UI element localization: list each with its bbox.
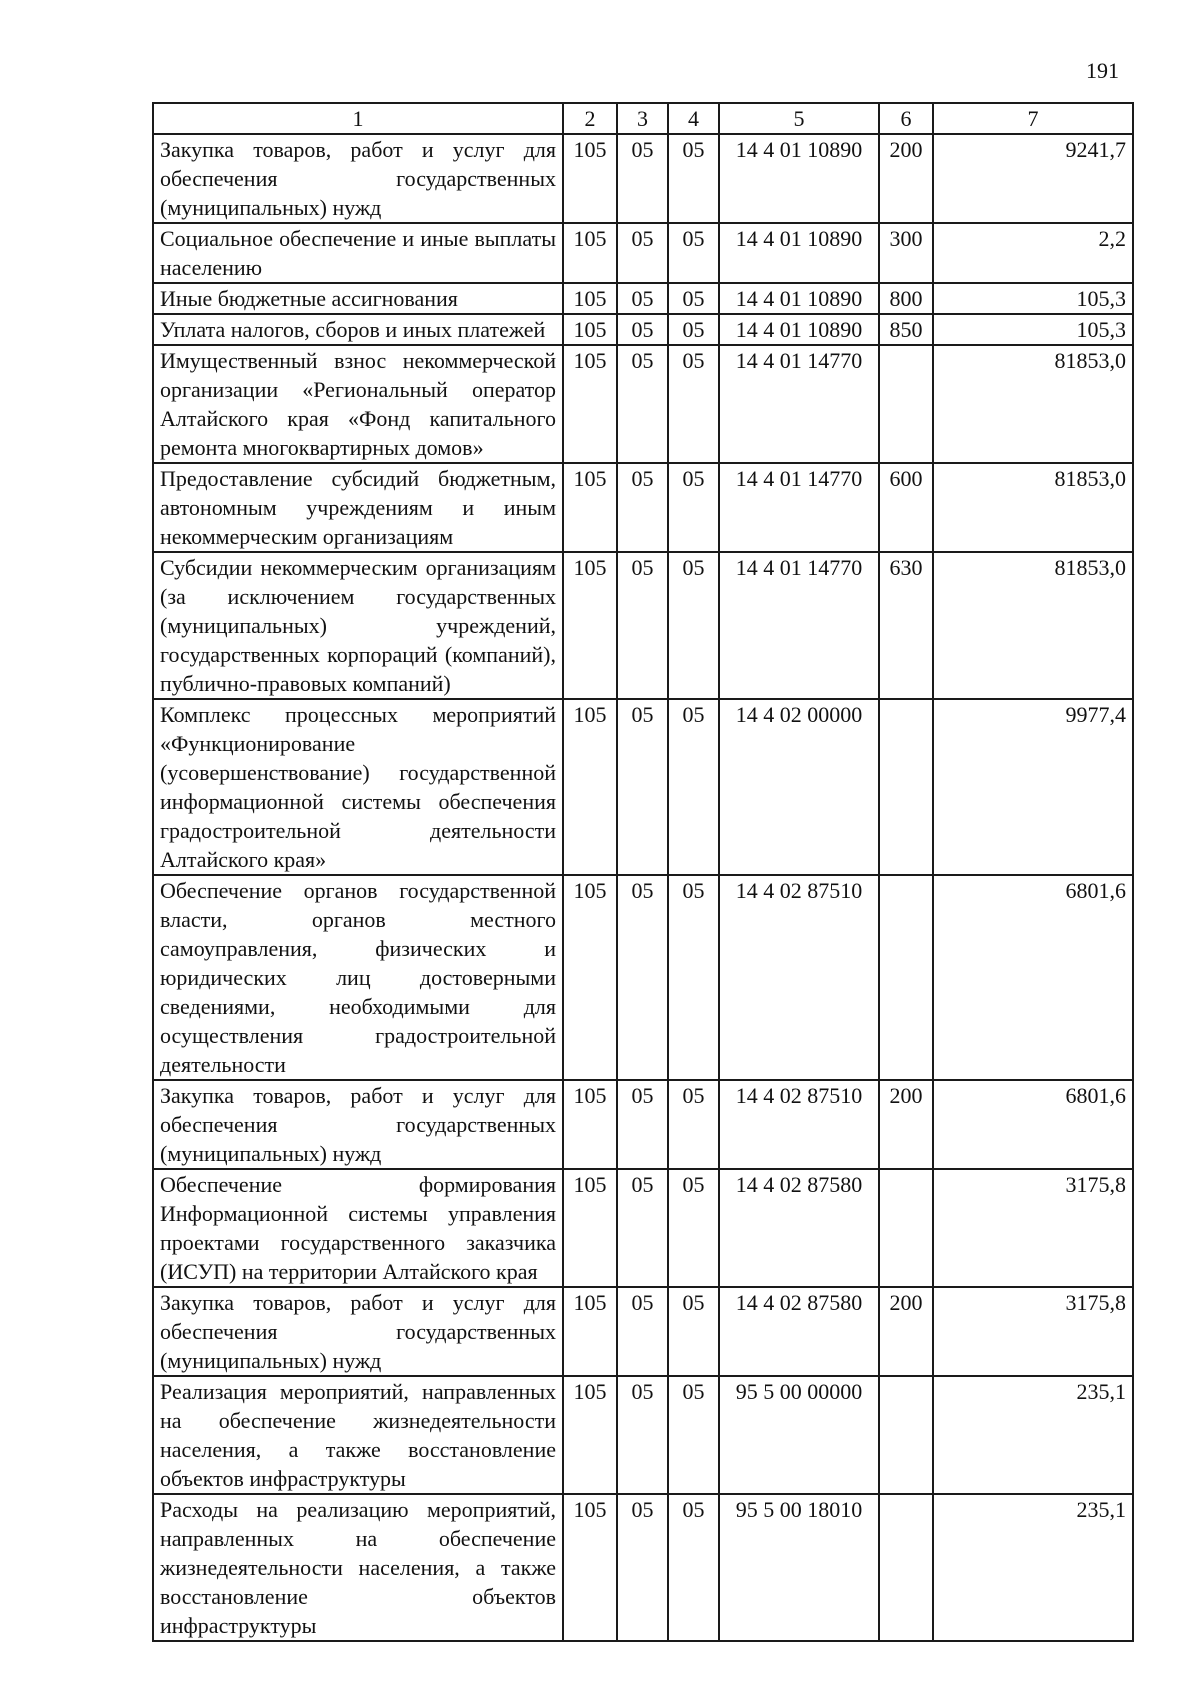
row-ministry-code: 105 — [563, 1376, 617, 1494]
row-subsection-code: 05 — [668, 875, 719, 1080]
table-row — [153, 1494, 1133, 1641]
row-description: Реализация мероприятий, направленных на обеспечение жизнедеятельности населения, а также восстановление объектов инфраструктуры — [153, 1376, 563, 1494]
row-expense-type — [879, 1169, 933, 1287]
row-expense-type: 800 — [879, 283, 933, 314]
row-description: Имущественный взнос некоммерческой организации «Региональный оператор Алтайского края «Фонд капитального ремонта многоквартирных домов» — [153, 345, 563, 463]
row-ministry-code: 105 — [563, 283, 617, 314]
row-section-code: 05 — [617, 1080, 668, 1169]
row-ministry-code: 105 — [563, 345, 617, 463]
row-target-article: 14 4 01 14770 — [719, 345, 879, 463]
row-subsection-code: 05 — [668, 1169, 719, 1287]
row-subsection-code: 05 — [668, 345, 719, 463]
table-row — [153, 1080, 1133, 1169]
row-target-article: 14 4 02 87580 — [719, 1169, 879, 1287]
row-section-code: 05 — [617, 699, 668, 875]
column-header: 5 — [719, 103, 879, 134]
row-section-code: 05 — [617, 134, 668, 223]
row-section-code: 05 — [617, 1376, 668, 1494]
table-row — [153, 699, 1133, 875]
row-subsection-code: 05 — [668, 1287, 719, 1376]
row-description: Уплата налогов, сборов и иных платежей — [153, 314, 563, 345]
row-section-code: 05 — [617, 345, 668, 463]
row-amount: 3175,8 — [933, 1287, 1133, 1376]
row-ministry-code: 105 — [563, 314, 617, 345]
row-subsection-code: 05 — [668, 463, 719, 552]
row-subsection-code: 05 — [668, 223, 719, 283]
row-subsection-code: 05 — [668, 134, 719, 223]
row-expense-type: 200 — [879, 1287, 933, 1376]
row-target-article: 14 4 01 10890 — [719, 283, 879, 314]
row-expense-type: 850 — [879, 314, 933, 345]
row-amount: 235,1 — [933, 1376, 1133, 1494]
column-header: 2 — [563, 103, 617, 134]
row-target-article: 14 4 01 10890 — [719, 314, 879, 345]
row-subsection-code: 05 — [668, 1376, 719, 1494]
row-description: Социальное обеспечение и иные выплаты населению — [153, 223, 563, 283]
table-row — [153, 463, 1133, 552]
row-amount: 6801,6 — [933, 1080, 1133, 1169]
row-description: Комплекс процессных мероприятий «Функционирование (усовершенствование) государственной информационной системы обеспечения градостроительной деятельности Алтайского края» — [153, 699, 563, 875]
row-description: Закупка товаров, работ и услуг для обеспечения государственных (муниципальных) нужд — [153, 1287, 563, 1376]
column-header: 6 — [879, 103, 933, 134]
row-description: Закупка товаров, работ и услуг для обеспечения государственных (муниципальных) нужд — [153, 134, 563, 223]
row-ministry-code: 105 — [563, 875, 617, 1080]
table-row — [153, 283, 1133, 314]
table-row — [153, 875, 1133, 1080]
row-subsection-code: 05 — [668, 699, 719, 875]
column-header: 7 — [933, 103, 1133, 134]
row-description: Субсидии некоммерческим организациям (за исключением государственных (муниципальных) учреждений, государственных корпораций (компаний), публично-правовых компаний) — [153, 552, 563, 699]
row-target-article: 14 4 02 00000 — [719, 699, 879, 875]
row-description: Обеспечение органов государственной власти, органов местного самоуправления, физических и юридических лиц достоверными сведениями, необходимыми для осуществления градостроительной деятельности — [153, 875, 563, 1080]
row-subsection-code: 05 — [668, 1080, 719, 1169]
page-number: 191 — [1086, 58, 1119, 83]
row-ministry-code: 105 — [563, 1080, 617, 1169]
row-expense-type: 600 — [879, 463, 933, 552]
row-target-article: 95 5 00 00000 — [719, 1376, 879, 1494]
row-amount: 2,2 — [933, 223, 1133, 283]
row-section-code: 05 — [617, 223, 668, 283]
row-subsection-code: 05 — [668, 283, 719, 314]
row-ministry-code: 105 — [563, 223, 617, 283]
table-row — [153, 223, 1133, 283]
column-header: 3 — [617, 103, 668, 134]
row-amount: 3175,8 — [933, 1169, 1133, 1287]
row-subsection-code: 05 — [668, 1494, 719, 1641]
budget-table — [152, 102, 1134, 1642]
row-expense-type — [879, 345, 933, 463]
table-row — [153, 345, 1133, 463]
row-subsection-code: 05 — [668, 552, 719, 699]
column-header: 1 — [153, 103, 563, 134]
row-description: Расходы на реализацию мероприятий, направленных на обеспечение жизнедеятельности населения, а также восстановление объектов инфраструктуры — [153, 1494, 563, 1641]
row-target-article: 14 4 02 87580 — [719, 1287, 879, 1376]
row-amount: 6801,6 — [933, 875, 1133, 1080]
row-ministry-code: 105 — [563, 1287, 617, 1376]
row-target-article: 95 5 00 18010 — [719, 1494, 879, 1641]
row-amount: 9977,4 — [933, 699, 1133, 875]
row-amount: 9241,7 — [933, 134, 1133, 223]
table-row — [153, 314, 1133, 345]
row-expense-type: 630 — [879, 552, 933, 699]
row-description: Иные бюджетные ассигнования — [153, 283, 563, 314]
row-amount: 81853,0 — [933, 463, 1133, 552]
row-subsection-code: 05 — [668, 314, 719, 345]
row-amount: 105,3 — [933, 314, 1133, 345]
row-expense-type — [879, 1494, 933, 1641]
row-expense-type — [879, 1376, 933, 1494]
row-section-code: 05 — [617, 314, 668, 345]
table-body — [153, 134, 1133, 1641]
row-expense-type — [879, 875, 933, 1080]
row-target-article: 14 4 02 87510 — [719, 875, 879, 1080]
table-row — [153, 552, 1133, 699]
row-section-code: 05 — [617, 552, 668, 699]
row-section-code: 05 — [617, 875, 668, 1080]
row-target-article: 14 4 02 87510 — [719, 1080, 879, 1169]
row-expense-type: 300 — [879, 223, 933, 283]
row-amount: 81853,0 — [933, 345, 1133, 463]
row-description: Закупка товаров, работ и услуг для обеспечения государственных (муниципальных) нужд — [153, 1080, 563, 1169]
row-section-code: 05 — [617, 1494, 668, 1641]
row-target-article: 14 4 01 10890 — [719, 134, 879, 223]
row-section-code: 05 — [617, 1169, 668, 1287]
row-expense-type: 200 — [879, 134, 933, 223]
row-amount: 235,1 — [933, 1494, 1133, 1641]
table-row — [153, 134, 1133, 223]
row-ministry-code: 105 — [563, 1494, 617, 1641]
row-section-code: 05 — [617, 1287, 668, 1376]
row-section-code: 05 — [617, 283, 668, 314]
row-amount: 81853,0 — [933, 552, 1133, 699]
row-target-article: 14 4 01 14770 — [719, 463, 879, 552]
row-ministry-code: 105 — [563, 552, 617, 699]
table-row — [153, 1287, 1133, 1376]
row-expense-type: 200 — [879, 1080, 933, 1169]
row-target-article: 14 4 01 10890 — [719, 223, 879, 283]
row-section-code: 05 — [617, 463, 668, 552]
header-row — [153, 103, 1133, 134]
row-ministry-code: 105 — [563, 699, 617, 875]
table-row — [153, 1169, 1133, 1287]
row-target-article: 14 4 01 14770 — [719, 552, 879, 699]
column-header: 4 — [668, 103, 719, 134]
row-ministry-code: 105 — [563, 463, 617, 552]
row-description: Обеспечение формирования Информационной системы управления проектами государственного заказчика (ИСУП) на территории Алтайского края — [153, 1169, 563, 1287]
row-description: Предоставление субсидий бюджетным, автономным учреждениям и иным некоммерческим организациям — [153, 463, 563, 552]
row-expense-type — [879, 699, 933, 875]
row-ministry-code: 105 — [563, 1169, 617, 1287]
table-row — [153, 1376, 1133, 1494]
row-amount: 105,3 — [933, 283, 1133, 314]
row-ministry-code: 105 — [563, 134, 617, 223]
